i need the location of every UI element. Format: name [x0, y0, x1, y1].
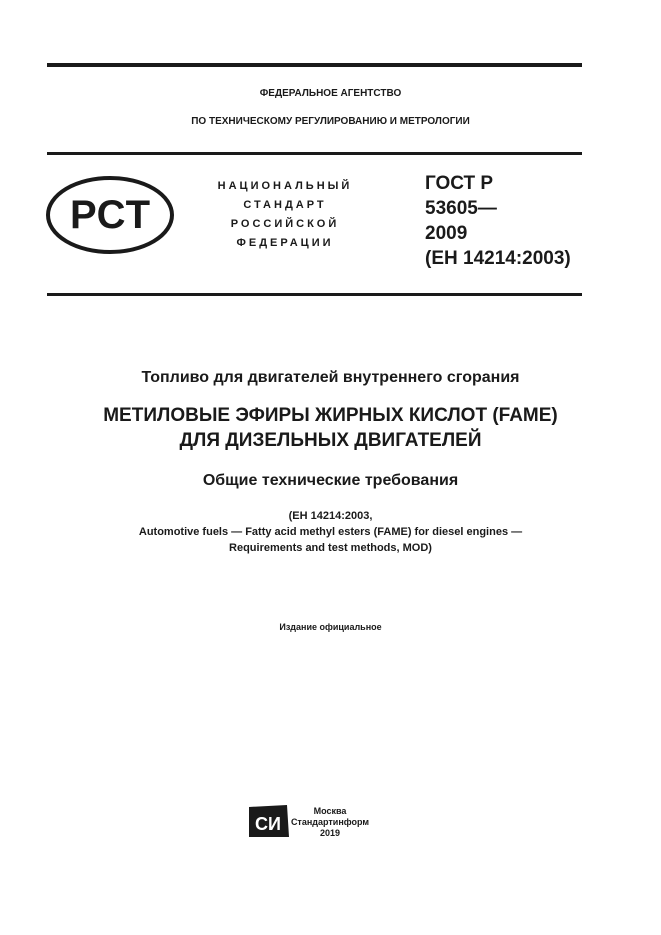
national-l3: РОССИЙСКОЙ [230, 218, 340, 230]
gost-designation [425, 171, 571, 271]
rst-logo-icon [45, 175, 175, 255]
ref-l2: Automotive fuels — Fatty acid methyl esters (FAME) for diesel engines — [138, 526, 523, 538]
gost-l2: 53605— [425, 198, 497, 219]
agency-line-1: ФЕДЕРАЛЬНОЕ АГЕНТСТВО [259, 88, 402, 99]
subtitle-2: Общие технические требования [202, 472, 459, 489]
lower-rule [47, 293, 582, 296]
national-standard-label [190, 177, 380, 253]
national-l2: СТАНДАРТ [243, 199, 327, 211]
gost-l1: ГОСТ Р [425, 173, 494, 194]
publisher-city: Москва [313, 806, 347, 816]
main-title-2: ДЛЯ ДИЗЕЛЬНЫХ ДВИГАТЕЛЕЙ [179, 430, 482, 451]
svg-text:PCT: PCT [70, 193, 150, 237]
ref-l3: Requirements and test methods, MOD) [229, 542, 432, 554]
publisher-name: Стандартинформ [290, 817, 370, 827]
main-title-1: МЕТИЛОВЫЕ ЭФИРЫ ЖИРНЫХ КИСЛОТ (FAME) [103, 405, 558, 426]
gost-l3: 2009 [425, 223, 468, 244]
standartinform-logo-icon [247, 803, 291, 839]
ref-l1: (EH 14214:2003, [288, 510, 373, 522]
svg-text:СИ: СИ [255, 814, 281, 834]
top-rule [47, 63, 582, 67]
national-l4: ФЕДЕРАЦИИ [236, 237, 334, 249]
edition: Издание официальное [279, 622, 382, 632]
gost-l4: (ЕН 14214:2003) [425, 248, 571, 269]
national-l1: НАЦИОНАЛЬНЫЙ [217, 180, 353, 192]
subtitle: Топливо для двигателей внутреннего сгорания [141, 369, 520, 386]
agency-line-2: ПО ТЕХНИЧЕСКОМУ РЕГУЛИРОВАНИЮ И МЕТРОЛОГИИ [191, 116, 470, 127]
publisher [290, 806, 370, 839]
publisher-year: 2019 [319, 828, 341, 838]
header-rule [47, 152, 582, 155]
